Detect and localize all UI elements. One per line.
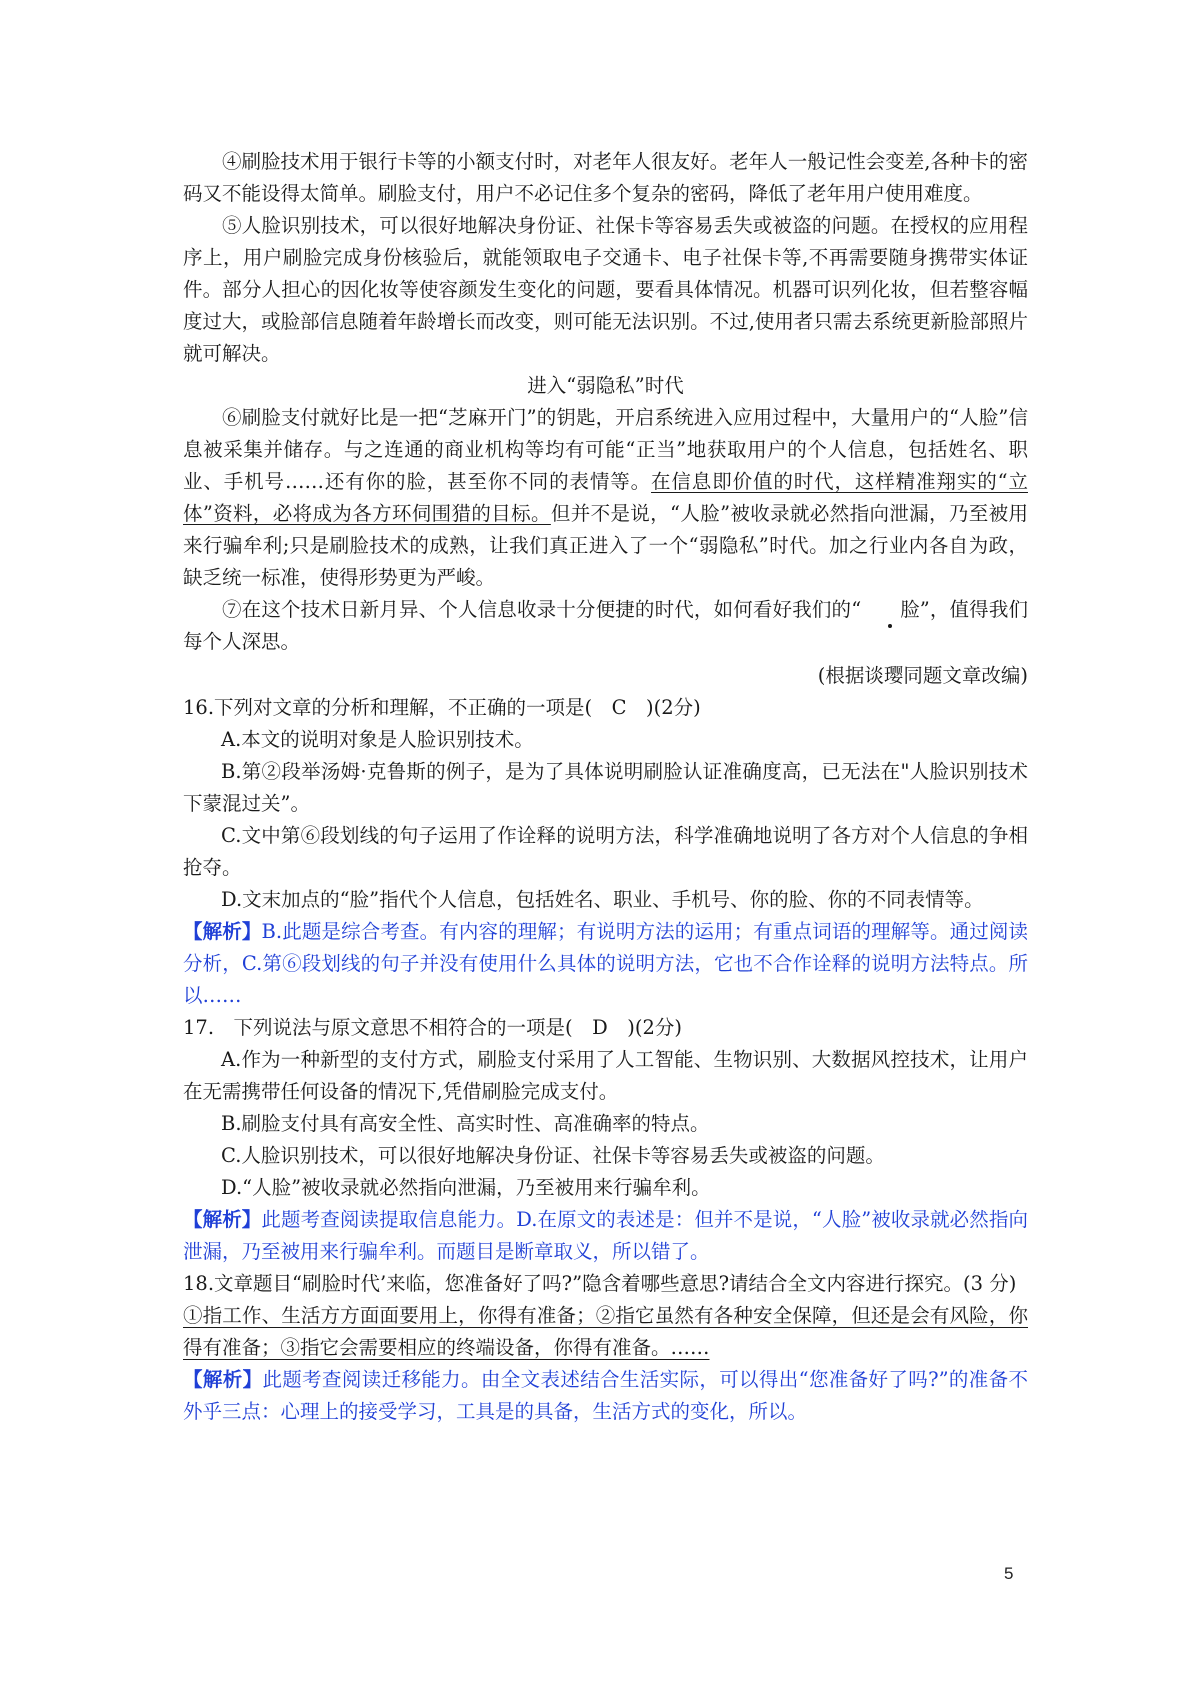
analysis-text: 此题考查阅读迁移能力。由全文表述结合生活实际，可以得出“您准备好了吗?”的准备不外乎三点：心理上的接受学习，工具是的具备，生活方式的变化，所以。 [183, 1368, 1028, 1423]
emphasis-dotted-word: 脸 [861, 594, 920, 626]
question-17-option-a: A.作为一种新型的支付方式，刷脸支付采用了人工智能、生物识别、大数据风控技术，让用户在无需携带任何设备的情况下,凭借刷脸完成支付。 [183, 1048, 1028, 1103]
analysis-text: B.此题是综合考查。有内容的理解；有说明方法的运用；有重点词语的理解等。通过阅读分析，C.第⑥段划线的句子并没有使用什么具体的说明方法，它也不合作诠释的说明方法特点。所以…… [183, 920, 1028, 1007]
question-18-analysis [183, 1364, 1028, 1428]
source-note: (根据谈璎同题文章改编) [817, 664, 1028, 687]
question-18-answer: ①指工作、生活方方面面要用上，你得有准备；②指它虽然有各种安全保障，但还是会有风险，你得有准备；③指它会需要相应的终端设备，你得有准备。…… [183, 1304, 1028, 1359]
question-17-analysis [183, 1204, 1028, 1268]
section-subheading: 进入“弱隐私”时代 [527, 374, 684, 397]
paragraph-6-underlined-sentence: 在信息即价值的时代，这样精准翔实的“立体”资料，必将成为各方环伺围猎的目标。 [183, 470, 1028, 525]
question-17-option-d: D.“人脸”被收录就必然指向泄漏，乃至被用来行骗牟利。 [221, 1176, 711, 1199]
analysis-text: 此题考查阅读提取信息能力。D.在原文的表述是：但并不是说，“人脸”被收录就必然指向泄漏，乃至被用来行骗牟利。而题目是断章取义，所以错了。 [183, 1208, 1028, 1263]
question-16-option-b: B.第②段举汤姆·克鲁斯的例子，是为了具体说明刷脸认证准确度高，已无法在"人脸识别技术下蒙混过关”。 [183, 760, 1028, 815]
question-16-option-c: C.文中第⑥段划线的句子运用了作诠释的说明方法，科学准确地说明了各方对个人信息的争相抢夺。 [183, 824, 1028, 879]
question-16-analysis [183, 916, 1028, 1012]
paragraph-6-part-a: ⑥刷脸支付就好比是一把“芝麻开门”的钥匙，开启系统进入应用过程中，大量用户的“人脸”信息被采集并储存。与之连通的商业机构等均有可能“正当”地获取用户的个人信息，包括姓名、职业、手机号……还有你的脸，甚至你不同的表情等。 [183, 406, 1028, 493]
question-18-stem: 18.文章题目“刷脸时代’来临，您准备好了吗?”隐含着哪些意思?请结合全文内容进行探究。(3 分) [183, 1272, 1017, 1295]
paragraph-6-part-b: 但并不是说，“人脸”被收录就必然指向泄漏，乃至被用来行骗牟利;只是刷脸技术的成熟，让我们真正进入了一个“弱隐私”时代。加之行业内各自为政，缺乏统一标准，使得形势更为严峻。 [183, 502, 1028, 589]
page-number: 5 [1004, 1564, 1014, 1583]
question-17-stem: 17. 下列说法与原文意思不相符合的一项是( D )(2分) [183, 1016, 682, 1039]
question-16-stem: 16.下列对文章的分析和理解，不正确的一项是( C )(2分) [183, 696, 701, 719]
analysis-tag: 【解析】 [183, 920, 262, 943]
paragraph-7 [183, 594, 1028, 658]
question-17-option-c: C.人脸识别技术，可以很好地解决身份证、社保卡等容易丢失或被盗的问题。 [221, 1144, 885, 1167]
paragraph-4: ④刷脸技术用于银行卡等的小额支付时，对老年人很友好。老年人一般记性会变差,各种卡的密码又不能设得太简单。刷脸支付，用户不必记住多个复杂的密码，降低了老年用户使用难度。 [183, 150, 1028, 205]
analysis-tag: 【解析】 [183, 1368, 263, 1391]
paragraph-7-part-b: ”，值得我们每个人深思。 [183, 598, 1028, 653]
paragraph-7-part-a: ⑦在这个技术日新月异、个人信息收录十分便捷的时代，如何看好我们的“ [222, 598, 862, 621]
paragraph-6 [183, 402, 1028, 594]
paragraph-5: ⑤人脸识别技术，可以很好地解决身份证、社保卡等容易丢失或被盗的问题。在授权的应用程序上，用户刷脸完成身份核验后，就能领取电子交通卡、电子社保卡等,不再需要随身携带实体证件。部分人担心的因化妆等使容颜发生变化的问题，要看具体情况。机器可识列化妆，但若整容幅度过大，或脸部信息随着年龄增长而改变，则可能无法识别。不过,使用者只需去系统更新脸部照片就可解决。 [183, 214, 1028, 365]
analysis-tag: 【解析】 [183, 1208, 262, 1231]
question-16-option-d: D.文末加点的“脸”指代个人信息，包括姓名、职业、手机号、你的脸、你的不同表情等。 [221, 888, 984, 911]
question-17-option-b: B.刷脸支付具有高安全性、高实时性、高准确率的特点。 [221, 1112, 710, 1135]
question-16-option-a: A.本文的说明对象是人脸识别技术。 [221, 728, 534, 751]
document-page [183, 146, 1028, 1428]
